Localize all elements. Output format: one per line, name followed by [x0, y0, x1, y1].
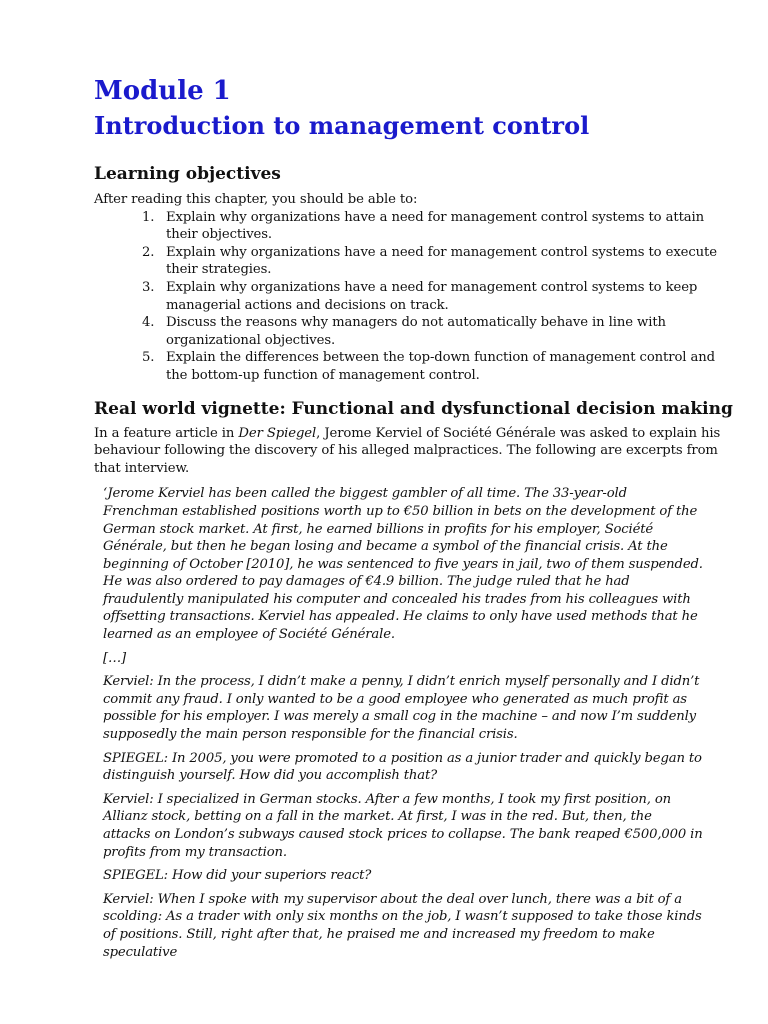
list-item — [94, 209, 734, 244]
list-item-number: 1. — [142, 209, 155, 225]
quote-paragraph: ‘Jerome Kerviel has been called the biggest gambler of all time. The 33-year-old Frenchman established positions worth up to €50 billion in bets on the development of the German stock market. At first, he earned billions in profits for his employer, Société Générale, but then he began losing and became a symbol of the financial crisis. At the beginning of October [2010], he was sentenced to five years in jail, two of them suspended. He was also ordered to pay damages of €4.9 billion. The judge ruled that he had fraudulently manipulated his computer and concealed his trades from his colleagues with offsetting transactions. Kerviel has appealed. He claims to only have used methods that he learned as an employee of Société Générale. — [103, 486, 703, 643]
vignette-intro-before: In a feature article in — [94, 425, 239, 441]
list-item — [94, 244, 734, 279]
learning-objectives-heading: Learning objectives — [94, 164, 281, 184]
list-item — [94, 314, 734, 349]
learning-objectives-list — [94, 209, 734, 385]
module-title: Module 1 — [94, 76, 231, 106]
document-page — [94, 74, 734, 961]
list-item — [94, 349, 734, 384]
quote-paragraph: Kerviel: In the process, I didn’t make a penny, I didn’t enrich myself personally and I didn’t commit any fraud. I only wanted to be a good employee who generated as much profit as possible for his employer. I was merely a small cog in the machine – and now I’m suddenly supposedly the main person responsible for the financial crisis. — [103, 674, 700, 743]
learning-objectives-intro: After reading this chapter, you should be able to: — [94, 192, 418, 207]
list-item-text: Explain why organizations have a need for management control systems to attain their objectives. — [166, 209, 705, 243]
quote-paragraph: Kerviel: I specialized in German stocks. After a few months, I took my first position, on Allianz stock, betting on a fall in the market. At first, I was in the red. But, then, the attacks on London’s subways caused stock prices to collapse. The bank reaped €500,000 in profits from my transaction. — [103, 791, 703, 860]
vignette-intro — [94, 425, 734, 478]
module-subtitle: Introduction to management control — [94, 111, 590, 140]
list-item-number: 2. — [142, 244, 155, 260]
list-item-text: Explain the differences between the top-down function of management control and the bottom-up function of management control. — [166, 350, 716, 383]
list-item-number: 3. — [142, 279, 155, 295]
list-item-number: 4. — [142, 315, 155, 331]
list-item-text: Explain why organizations have a need for management control systems to keep managerial actions and decisions on track. — [166, 279, 698, 313]
list-item-text: Explain why organizations have a need for management control systems to execute their strategies. — [166, 244, 717, 278]
list-item-text: Discuss the reasons why managers do not automatically behave in line with organizational objectives. — [166, 315, 666, 348]
list-item-number: 5. — [142, 350, 155, 366]
vignette-source-title: Der Spiegel — [238, 425, 317, 441]
quote-paragraph: […] — [103, 650, 127, 666]
interview-excerpt — [103, 485, 703, 961]
quote-paragraph: SPIEGEL: In 2005, you were promoted to a position as a junior trader and quickly began to distinguish yourself. How did you accomplish that? — [103, 750, 702, 784]
quote-paragraph: Kerviel: When I spoke with my supervisor about the deal over lunch, there was a bit of a scolding: As a trader with only six months on the job, I wasn’t supposed to take those kinds of positions. Still, right after that, he praised me and increased my freedom to make speculative — [103, 891, 702, 960]
vignette-intro-after: , Jerome Kerviel of Société Générale was asked to explain his behaviour following the discovery of his alleged malpractices. The following are excerpts from that interview. — [94, 425, 721, 476]
list-item — [94, 279, 734, 314]
quote-paragraph: SPIEGEL: How did your superiors react? — [103, 868, 372, 884]
vignette-heading: Real world vignette: Functional and dysfunctional decision making — [94, 398, 733, 419]
